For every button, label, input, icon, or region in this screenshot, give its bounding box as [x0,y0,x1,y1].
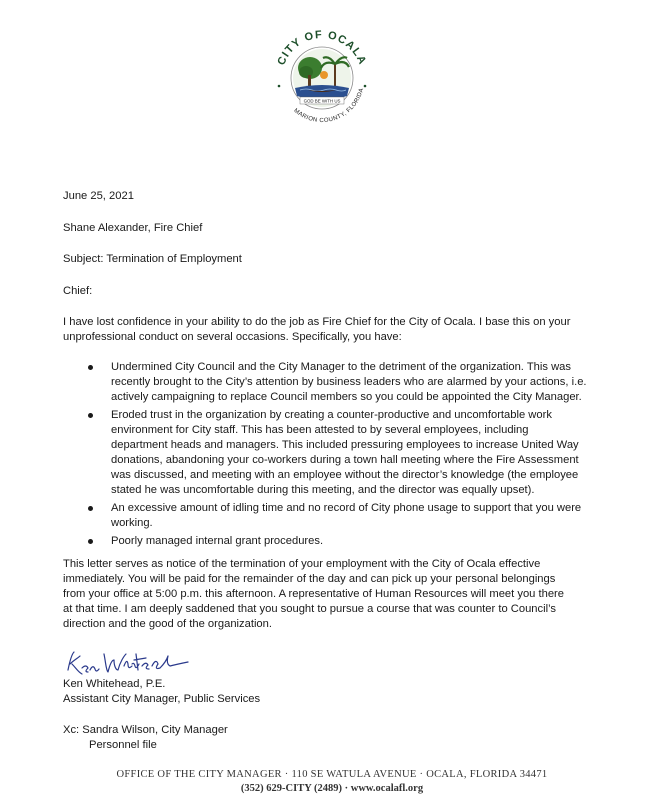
paragraph-line: direction and the good of the organization. [63,618,272,630]
list-item-line: was discussed, and meeting with an employee without the director’s knowledge (the employee [111,469,579,481]
footer-address: OFFICE OF THE CITY MANAGER · 110 SE WATULA AVENUE · OCALA, FLORIDA 34471 [116,769,548,780]
list-item-line: actively campaigning to replace Council members so you could be appointed the City Manager. [111,391,582,403]
copy-list [63,723,228,753]
list-item [88,360,608,405]
list-item [88,501,608,531]
letter-date: June 25, 2021 [63,190,134,202]
subject-line: Subject: Termination of Employment [63,253,242,265]
signer-title: Assistant City Manager, Public Services [63,693,261,705]
xc-line: Xc: Sandra Wilson, City Manager [63,724,228,736]
seal-bottom-text: MARION COUNTY, FLORIDA [292,87,366,125]
salutation: Chief: [63,285,93,297]
list-item-line: recently brought to the City’s attention by business leaders who are alarmed by your actions, i.e. [111,376,587,388]
list-item-line: donations, abandoning your co-workers during a town hall meeting where the Fire Assessment [111,454,579,466]
paragraph-line: at that time. I am deeply saddened that you sought to pursue a course that was counter to Council’s [63,603,556,615]
list-item-line: Poorly managed internal grant procedures. [111,535,324,547]
seal-motto: GOD BE WITH US [303,98,341,104]
seal-top-text: CITY OF OCALA [275,28,369,68]
footer-contact: (352) 629-CITY (2489) · www.ocalafl.org [240,783,424,794]
list-item-line: department heads and managers. This included pressuring employees to increase United Way [111,439,579,451]
list-item-line: Eroded trust in the organization by creating a counter-productive and uncomfortable work [111,409,552,421]
opening-paragraph [63,315,603,345]
list-item [88,408,608,498]
paragraph-line: from your office at 5:00 p.m. this afternoon. A representative of Human Resources will meet you there [63,588,564,600]
paragraph-line: I have lost confidence in your ability to do the job as Fire Chief for the City of Ocala. I base this on your [63,316,571,328]
paragraph-line: immediately. You will be paid for the remainder of the day and can pick up your personal belongings [63,573,556,585]
recipient-line: Shane Alexander, Fire Chief [63,222,203,234]
list-item-line: environment for City staff. This has been attested to by several employees, including [111,424,529,436]
xc-line: Personnel file [89,739,157,751]
bullet-icon [88,539,93,544]
list-item-line: stated he was uncomfortable during this meeting, and the director was equally upset). [111,484,535,496]
city-seal-logo [268,20,376,128]
list-item-line: Undermined City Council and the City Manager to the detriment of the organization. This was [111,361,571,373]
paragraph-line: This letter serves as notice of the termination of your employment with the City of Ocala effective [63,558,541,570]
signature-block [63,677,260,707]
paragraph-line: unprofessional conduct on several occasions. Specifically, you have: [63,331,402,343]
letterhead-footer [0,768,664,796]
signer-name: Ken Whitehead, P.E. [63,678,166,690]
bullet-icon [88,413,93,418]
bullet-icon [88,506,93,511]
reasons-list [88,360,608,552]
list-item [88,534,608,549]
list-item-line: An excessive amount of idling time and no record of City phone usage to support that you were [111,502,582,514]
bullet-icon [88,365,93,370]
list-item-line: working. [111,517,153,529]
closing-paragraph [63,557,608,632]
